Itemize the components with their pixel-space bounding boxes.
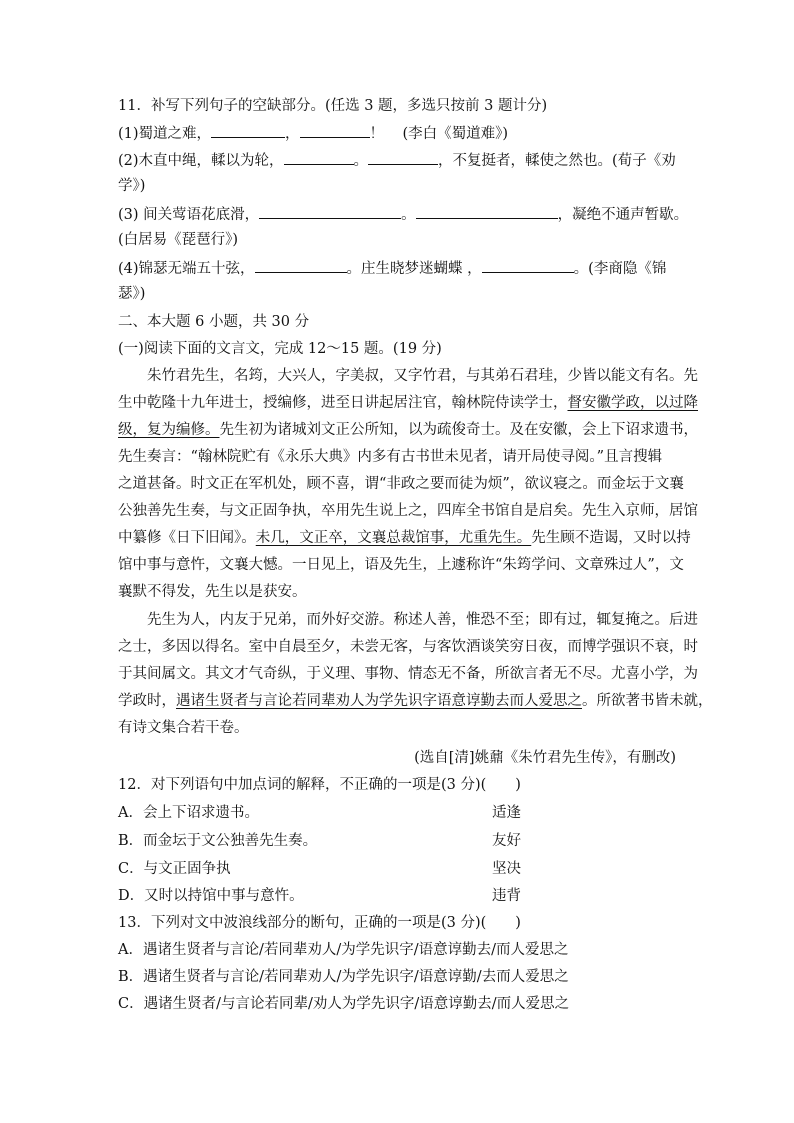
passage-line: 襄默不得发，先生以是获安。 [118, 584, 307, 600]
passage-line: 馆中事与意忤，文襄大憾。一日见上，语及先生，上遽称许“朱筠学问、文章殊过人”，文 [118, 557, 684, 573]
q12-title: 12．对下列语句中加点词的解释，不正确的一项是(3 分)( ) [118, 777, 521, 793]
option-text: A．会上下诏求遗书。 [118, 805, 259, 821]
answer-blank[interactable] [259, 204, 401, 219]
answer-blank[interactable] [482, 258, 574, 273]
q12-option-b[interactable] [118, 831, 521, 851]
q11-item3-text-c: ，凝绝不通声暂歇。 [557, 207, 689, 223]
q11-item4-continued: 瑟》) [118, 286, 146, 302]
option-text: B．而金坛于文公独善先生奏。 [118, 833, 318, 849]
passage-text: 。所欲著书皆未就， [582, 693, 713, 709]
q11-item1-text-a: (1)蜀道之难， [118, 126, 212, 142]
option-gloss: 坚决 [492, 861, 521, 877]
passage-text: 先生顾不造谒，又时以持 [531, 530, 691, 546]
q11-title: 11．补写下列句子的空缺部分。(任选 3 题，多选只按前 3 题计分) [118, 98, 548, 114]
q13-option-c[interactable]: C．遇诸生贤者/与言论若同辈/劝人为学先识字/语意谆勤去/而人爱思之 [118, 996, 570, 1012]
q11-item-2 [118, 150, 676, 171]
passage-source: (选自[清]姚鼐《朱竹君先生传》，有删改) [414, 750, 676, 766]
option-gloss: 友好 [492, 833, 521, 849]
answer-blank[interactable] [284, 150, 354, 165]
option-text: C．与文正固争执 [118, 861, 231, 877]
wavy-underlined-sentence: 遇诸生贤者与言论若同辈劝人为学先识字语意谆勤去而人爱思之 [176, 693, 582, 709]
passage-line: 之士，多因以得名。室中自晨至夕，未尝无客，与客饮酒谈笑穷日夜，而博学强识不衰，时 [118, 639, 698, 655]
passage-text: 学政时， [118, 693, 176, 709]
q11-item4-text-a: (4)锦瑟无端五十弦， [118, 261, 255, 277]
underlined-sentence: 级，复为编修。 [118, 422, 220, 438]
passage-line: 之道甚备。时文正在军机处，顾不喜，谓“非政之要而徒为烦”，欲议寝之。而金坛于文襄 [118, 476, 684, 492]
q11-item3-text-b: 。 [401, 207, 416, 223]
q12-option-a[interactable] [118, 803, 521, 823]
q13-title: 13．下列对文中波浪线部分的断句，正确的一项是(3 分)( ) [118, 915, 521, 931]
answer-blank[interactable] [255, 258, 347, 273]
q11-item3-text-a: (3) 间关莺语花底滑， [118, 207, 260, 223]
passage-line [118, 528, 691, 548]
answer-blank[interactable] [368, 150, 438, 165]
q12-option-c[interactable] [118, 859, 521, 879]
passage-line [118, 393, 698, 413]
q11-item2-text-b: 。 [353, 153, 369, 169]
q11-item1-source: (李白《蜀道难》) [402, 126, 509, 142]
option-text: D．又时以持馆中事与意忤。 [118, 888, 304, 904]
q11-item1-text-c: ！ [369, 126, 385, 142]
q11-item2-continued: 学》) [118, 178, 146, 194]
q12-option-d[interactable] [118, 886, 521, 906]
passage-text: 生中乾隆十九年进士，授编修，进至日讲起居注官，翰林院侍读学士， [118, 395, 568, 411]
passage-text: 先生初为诸城刘文正公所知，以为疏俊奇士。及在安徽，会上下诏求遗书， [219, 422, 698, 438]
q11-item3-continued: (白居易《琵琶行》) [118, 232, 239, 248]
q11-item2-text-c: ，不复挺者，輮使之然也。(荀子《劝 [438, 153, 676, 169]
q11-item-4 [118, 258, 666, 279]
passage-text: 中纂修《日下旧闻》。 [118, 530, 256, 546]
q11-item1-text-b: ， [285, 126, 300, 142]
section-2-title: 二、本大题 6 小题，共 30 分 [118, 314, 310, 330]
underlined-sentence: 督安徽学政，以过降 [567, 395, 698, 411]
q11-item4-text-c: 。(李商隐《锦 [573, 261, 667, 277]
q11-item2-text-a: (2)木直中绳，輮以为轮， [118, 153, 284, 169]
underlined-sentence: 未几，文正卒，文襄总裁馆事，尤重先生。 [255, 530, 532, 546]
passage-line [118, 420, 698, 440]
passage-line: 先生奏言：“翰林院贮有《永乐大典》内多有古书世未见者，请开局使寻阅。”且言搜辑 [118, 449, 663, 465]
answer-blank[interactable] [300, 123, 370, 138]
passage-line: 于其间属文。其文才气奇纵，于义理、事物、情态无不备，所欲言者无不尽。尤喜小学，为 [118, 666, 698, 682]
passage-line: 先生为人，内友于兄弟，而外好交游。称述人善，惟恐不至；即有过，辄复掩之。后进 [147, 612, 698, 628]
answer-blank[interactable] [416, 204, 558, 219]
option-gloss: 违背 [492, 888, 521, 904]
q11-item-1 [118, 123, 508, 144]
q13-option-a[interactable]: A．遇诸生贤者与言论/若同辈劝人/为学先识字/语意谆勤去/而人爱思之 [118, 942, 569, 958]
passage-line: 公独善先生奏，与文正固争执，卒用先生说上之，四库全书馆自是启矣。先生入京师，居馆 [118, 503, 698, 519]
q11-item-3 [118, 204, 688, 225]
answer-blank[interactable] [211, 123, 285, 138]
option-gloss: 适逢 [492, 805, 521, 821]
section-2-subtitle: (一)阅读下面的文言文，完成 12～15 题。(19 分) [118, 341, 442, 357]
passage-line: 朱竹君先生，名筠，大兴人，字美叔，又字竹君，与其弟石君珪，少皆以能文有名。先 [147, 368, 698, 384]
passage-line [118, 691, 713, 711]
q13-option-b[interactable]: B．遇诸生贤者与言论/若同辈劝人/为学先识字/语意谆勤/去而人爱思之 [118, 969, 569, 985]
q11-item4-text-b: 。庄生晓梦迷蝴蝶 ， [346, 261, 482, 277]
passage-line: 有诗文集合若干卷。 [118, 720, 249, 736]
